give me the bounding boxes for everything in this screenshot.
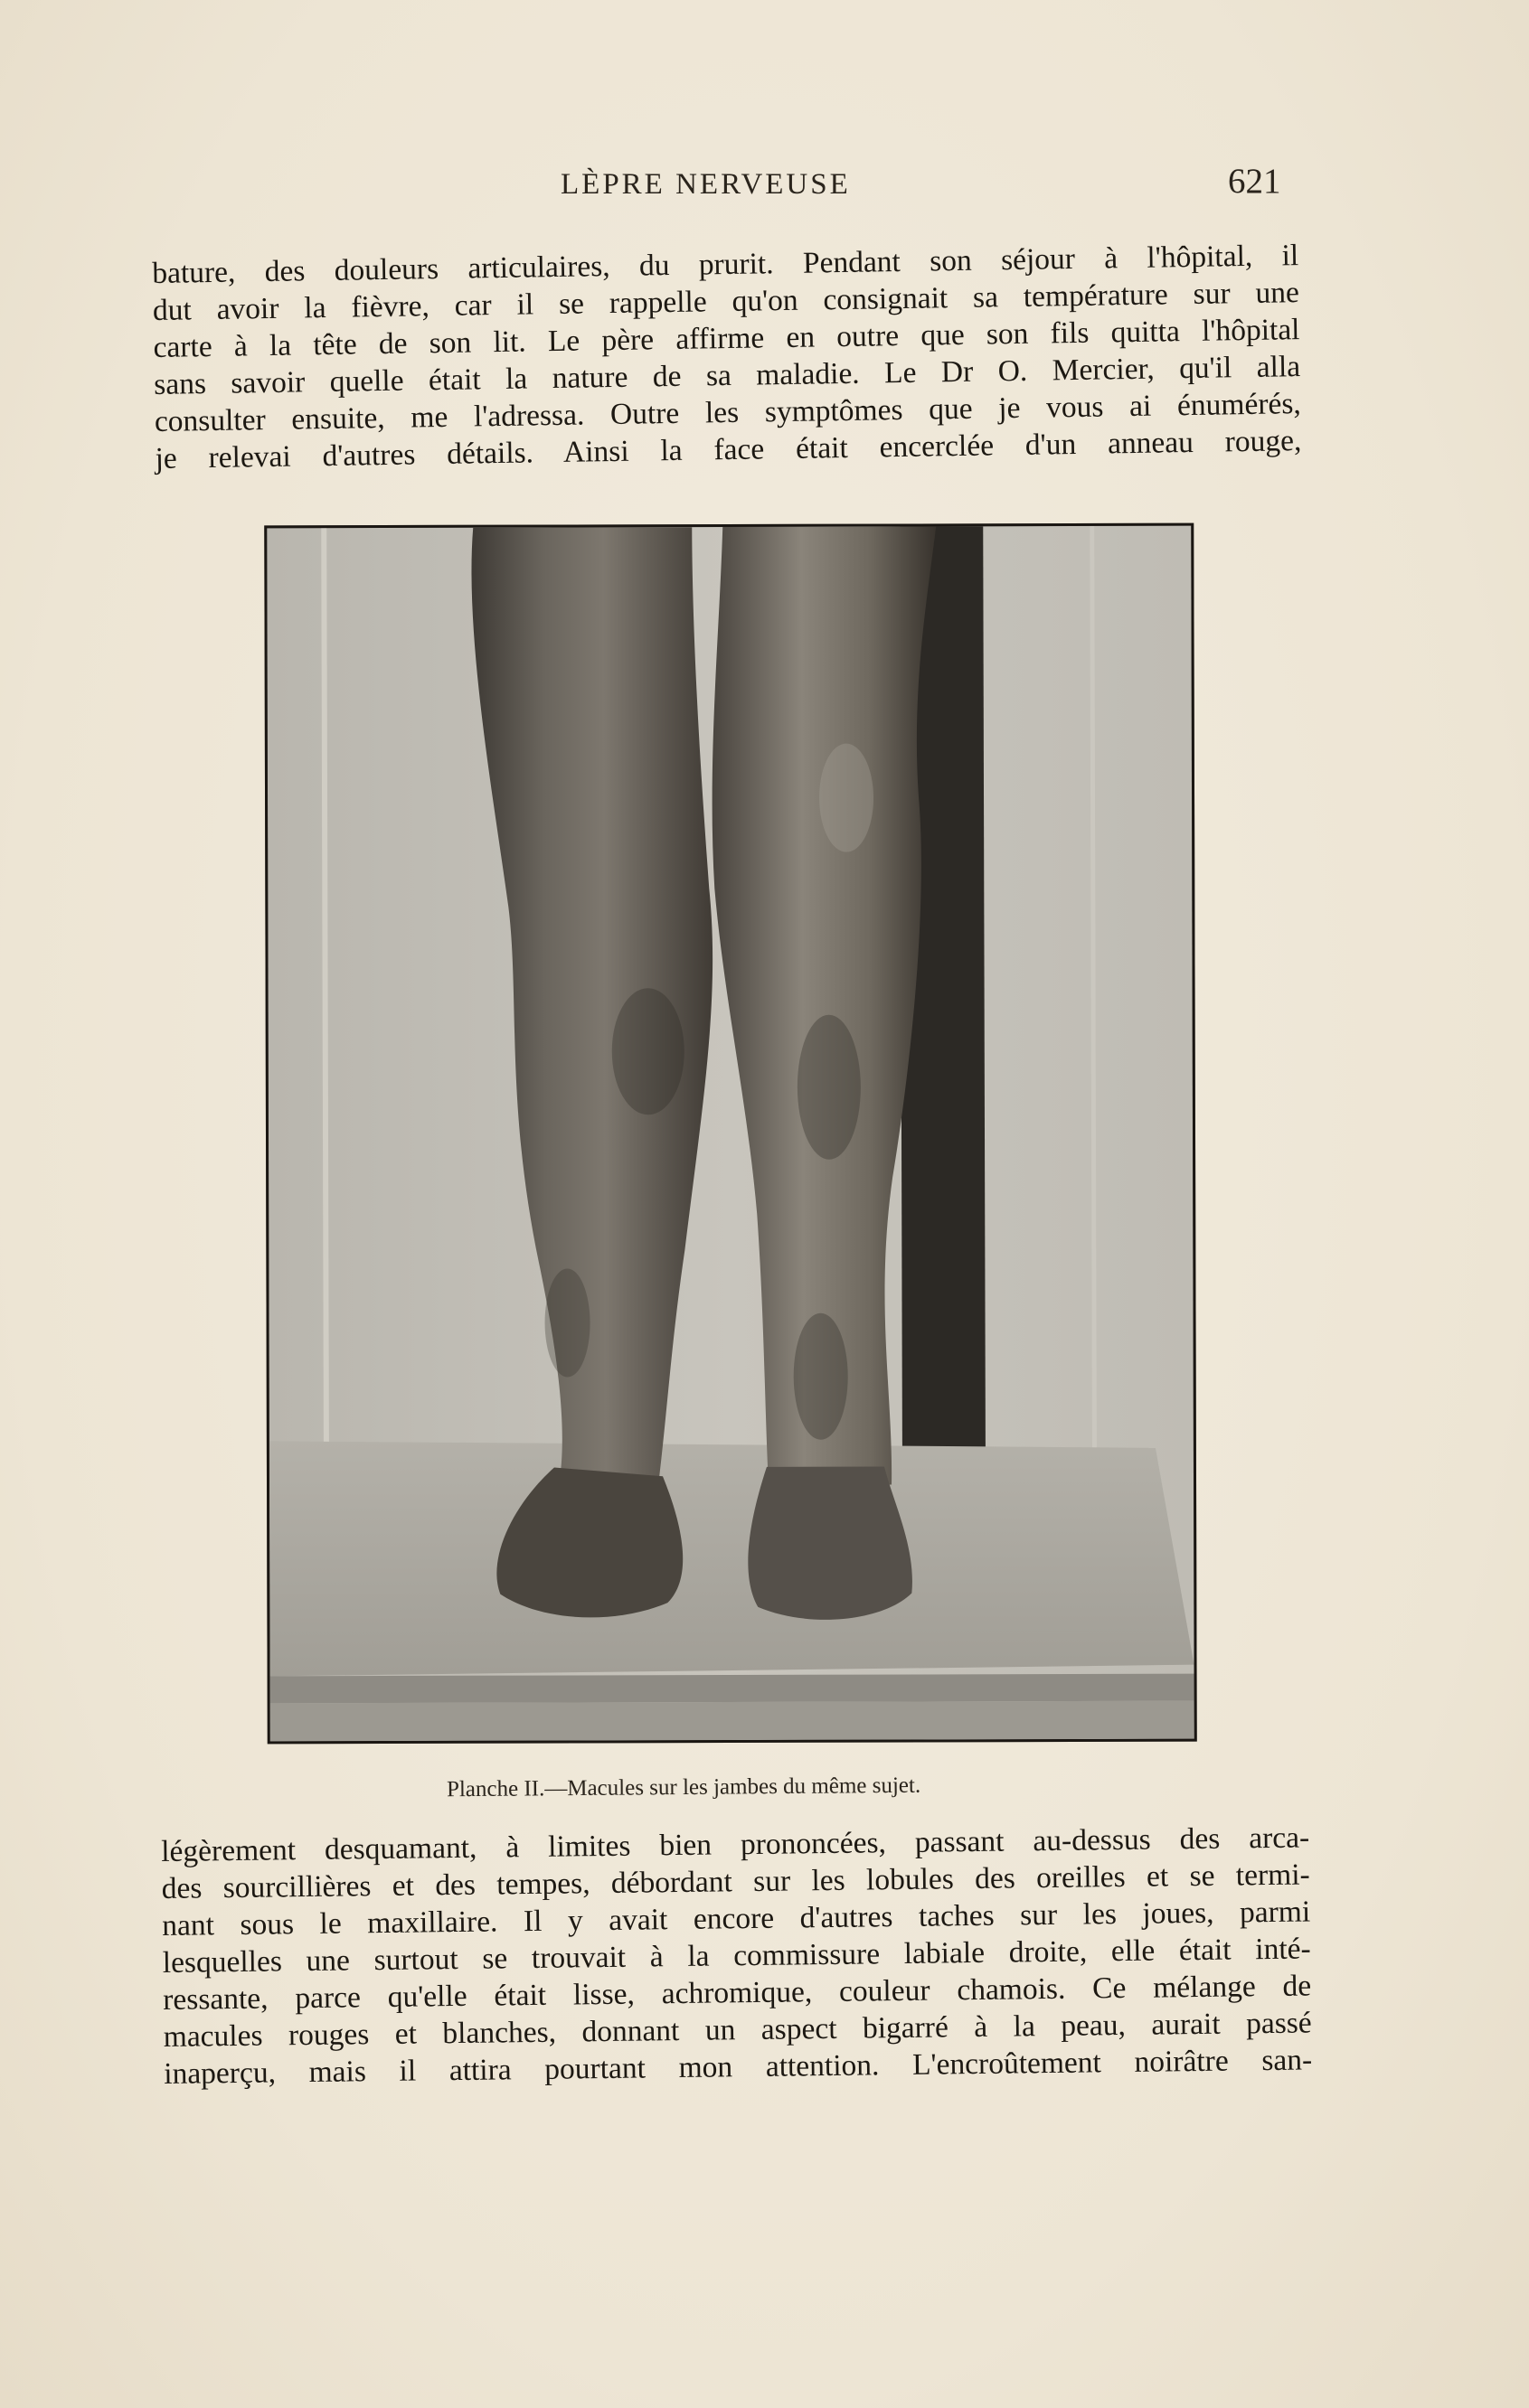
text-line: sans savoir quelle était la nature de sa maladie. Le Dr O. Mercier, qu'il alla — [153, 350, 1301, 401]
text-line: bature, des douleurs articulaires, du prurit. Pendant son séjour à l'hôpital, il — [152, 239, 1299, 290]
text-line: légèrement desquamant, à limites bien prononcées, passant au-dessus des arca- — [161, 1820, 1310, 1868]
running-title: LÈPRE NERVEUSE — [561, 168, 851, 201]
text-line: des sourcillières et des tempes, débordant sur les lobules des oreilles et se termi- — [161, 1858, 1310, 1905]
text-line: ressante, parce qu'elle était lisse, achromique, couleur chamois. Ce mélange de — [163, 1969, 1312, 2017]
text-line: carte à la tête de son lit. Le père affirme en outre que son fils quitta l'hôpital — [153, 313, 1300, 364]
text-line: macules rouges et blanches, donnant un aspect bigarré à la peau, aurait passé — [163, 2006, 1312, 2054]
text-line: dut avoir la fièvre, car il se rappelle qu'on consignait sa température sur une — [152, 276, 1300, 327]
paragraph-top — [152, 237, 1302, 477]
page-number: 621 — [1228, 162, 1281, 201]
text-line: inaperçu, mais il attira pourtant mon attention. L'encroûtement noirâtre san- — [164, 2043, 1313, 2091]
text-line: consulter ensuite, me l'adressa. Outre les symptômes que je vous ai énumérés, — [154, 387, 1302, 438]
legs-photograph-illustration — [267, 526, 1194, 1742]
text-line: je relevai d'autres détails. Ainsi la face était encerclée d'un anneau rouge, — [155, 424, 1302, 475]
plate-caption: Planche II.—Macules sur les jambes du même sujet. — [446, 1773, 921, 1802]
text-line: nant sous le maxillaire. Il y avait encore d'autres taches sur les joues, parmi — [162, 1895, 1311, 1942]
plate-photograph — [264, 523, 1197, 1745]
text-line: lesquelles une surtout se trouvait à la commissure labiale droite, elle était inté- — [162, 1932, 1311, 1980]
paragraph-bottom — [161, 1819, 1312, 2092]
